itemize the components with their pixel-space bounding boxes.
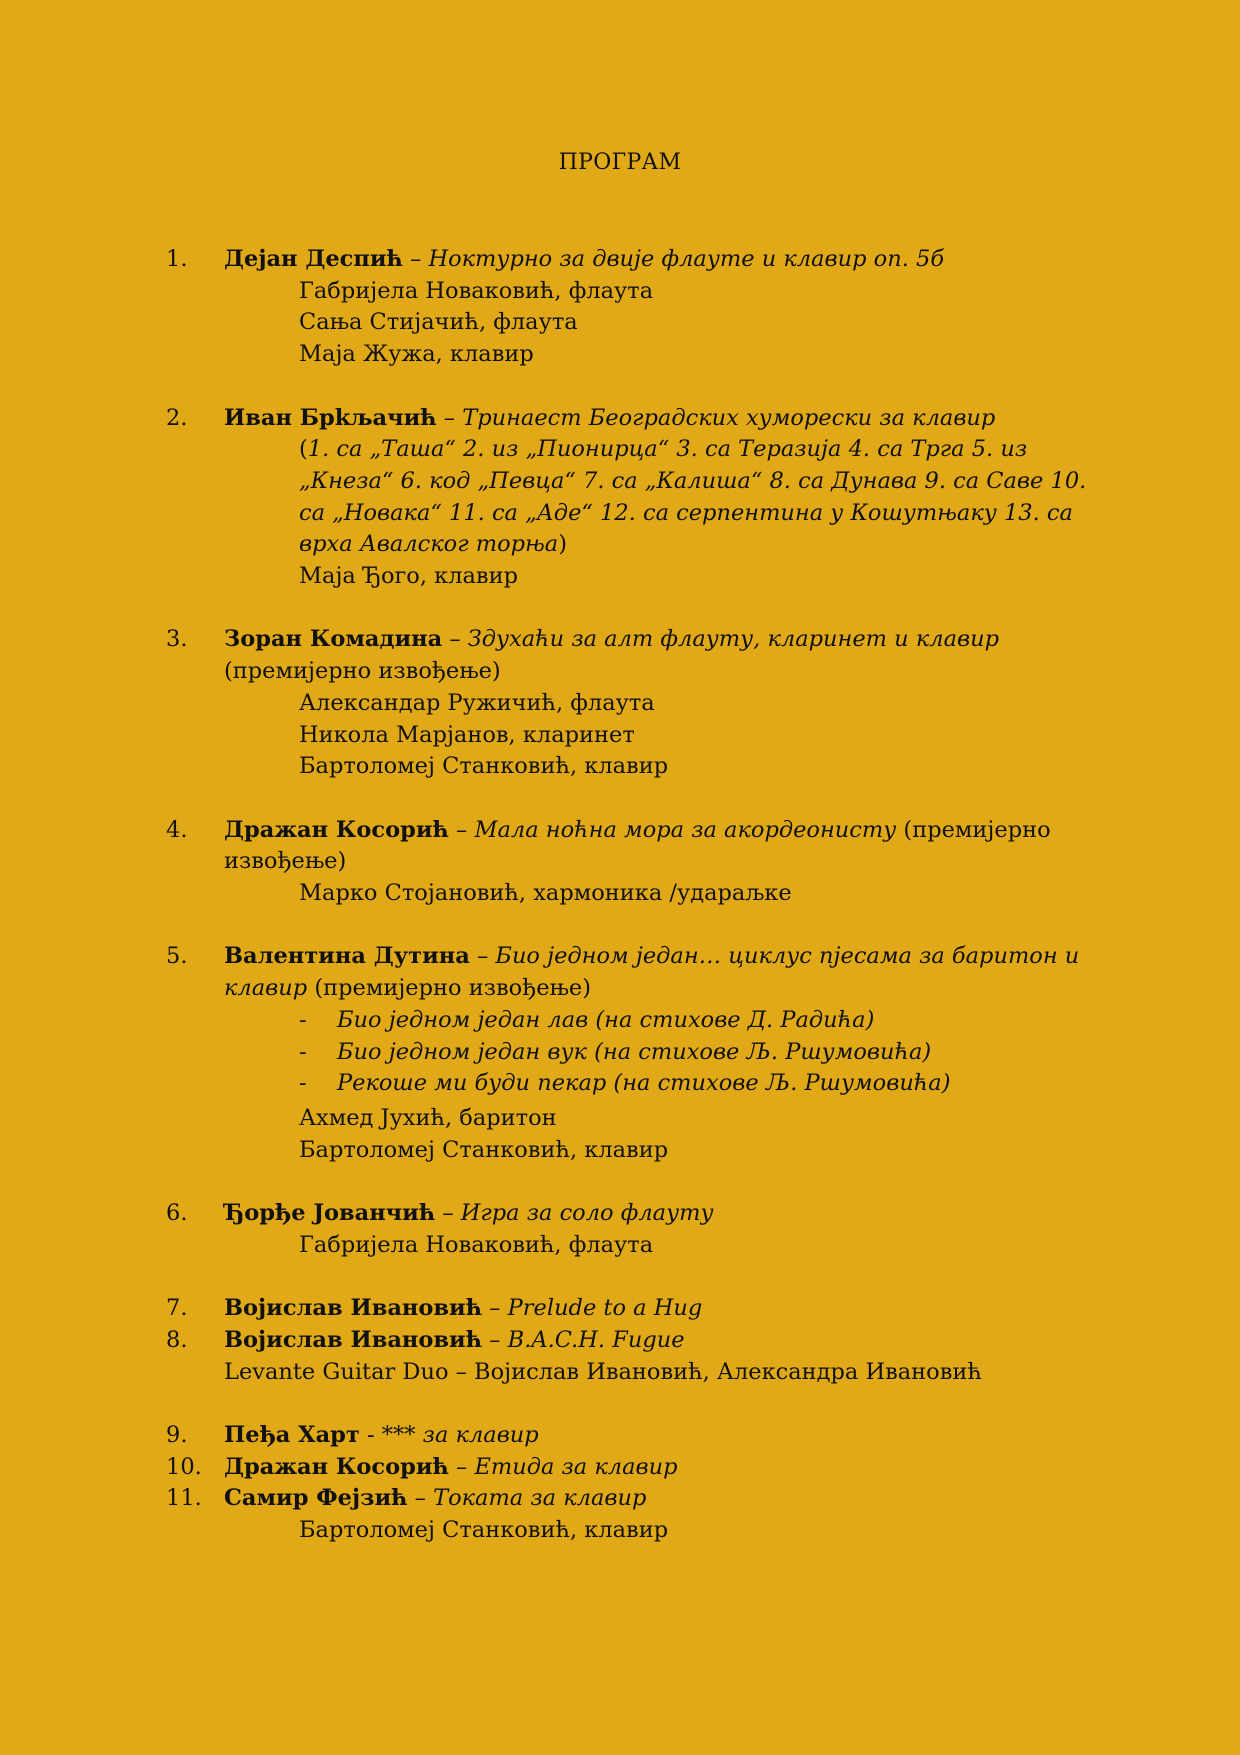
program-item (166, 815, 1106, 910)
separator: – (448, 1453, 475, 1480)
program-item (166, 1198, 1106, 1261)
item-heading (166, 1325, 1106, 1357)
separator: – (482, 1295, 508, 1322)
composer-name: Зоран Комадина (224, 626, 443, 653)
performer: Марко Стојановић, хармоника /удараљке (299, 880, 792, 907)
program-item (166, 941, 1106, 1166)
item-number: 7. (166, 1295, 188, 1322)
separator: – (435, 1200, 461, 1227)
paren-open: ( (299, 436, 308, 463)
separator: – (407, 1485, 434, 1512)
program-list (166, 244, 1106, 1578)
paren-close: ) (558, 531, 567, 558)
movement-titles: 1. са „Таша“ 2. из „Пионирца“ 3. са Теразија 4. са Трга 5. из „Кнеза“ 6. код „Певца“ 7. са „Калиша“ 8. са Дунава 9. са Саве 10. са „Новака“ 11. са „Аде“ 12. са серпентина у Кошутњаку 13. са врха Авалског торња (299, 436, 1087, 558)
item-heading (166, 1483, 1106, 1515)
item-number: 9. (166, 1421, 188, 1448)
work-title: Етида за клавир (474, 1453, 678, 1480)
separator: - (359, 1421, 382, 1448)
performer: Никола Марјанов, кларинет (299, 721, 635, 748)
song-item (166, 1068, 1106, 1100)
page-title: ПРОГРАМ (558, 150, 682, 175)
premiere-note: (премијерно извођење) (307, 975, 591, 1002)
song-title: Био једном један лав (на стихове Д. Радића) (337, 1006, 875, 1033)
item-heading (166, 815, 1106, 878)
work-title: Ноктурно за двије флауте и клавир оп. 5б (428, 246, 945, 272)
composer-name: Војислав Ивановић (224, 1295, 483, 1322)
program-item (166, 244, 1106, 371)
composer-name: Валентина Дутина (224, 943, 470, 970)
work-title: Здухаћи за алт флауту, кларинет и клавир (467, 626, 999, 653)
list-dash: - (299, 1038, 307, 1065)
performer: Александар Ружичић, флаута (299, 689, 655, 716)
song-title: Рекоше ми буди пекар (на стихове Љ. Ршумовића) (337, 1070, 951, 1097)
work-title: Био једном један… циклус пјесама за баритон и клавир (224, 943, 1080, 1002)
work-title: Мала ноћна мора за акордеонисту (474, 816, 897, 843)
program-item (166, 1420, 1106, 1452)
item-heading (166, 1293, 1106, 1325)
song-item (166, 1037, 1106, 1069)
item-number: 5. (166, 943, 188, 970)
composer-name: Дејан Деспић (224, 246, 403, 272)
performer: Маја Жужа, клавир (299, 341, 534, 368)
separator: – (448, 816, 475, 843)
performer: Маја Ђого, клавир (299, 563, 518, 590)
list-dash: - (299, 1006, 307, 1033)
performer: Бартоломеј Станковић, клавир (299, 1517, 669, 1544)
performer: Габријела Новаковић, флаута (299, 277, 654, 304)
premiere-note: (премијерно извођење) (224, 816, 1051, 875)
separator: – (402, 246, 429, 272)
work-title: Тринаест Београдских хумoрески за клавир (462, 404, 996, 431)
composer-name: Пеђа Харт (224, 1421, 360, 1448)
composer-name: Дражан Косорић (224, 816, 449, 843)
program-item (166, 1452, 1106, 1484)
program-item (166, 624, 1106, 783)
song-item (166, 1005, 1106, 1037)
composer-name: Иван Брkљачић (224, 404, 437, 431)
program-item (166, 403, 1106, 593)
composer-name: Дражан Косорић (224, 1453, 449, 1480)
separator: – (469, 943, 496, 970)
program-item (166, 1325, 1106, 1388)
work-title: Игра за соло флауту (460, 1200, 714, 1227)
separator: – (442, 626, 468, 653)
program-item (166, 1483, 1106, 1546)
separator: – (436, 404, 463, 431)
work-title: Prelude to a Hug (507, 1295, 703, 1322)
list-dash: - (299, 1070, 307, 1097)
ensemble-line: Levante Guitar Duo – Војислав Ивановић, Александра Ивановић (224, 1358, 982, 1385)
item-heading (166, 1198, 1106, 1230)
composer-name: Војислав Ивановић (224, 1326, 483, 1353)
work-title: *** за клавир (381, 1421, 539, 1448)
item-number: 8. (166, 1326, 188, 1353)
item-heading (166, 941, 1106, 1004)
item-heading (166, 403, 1106, 435)
performer: Сања Стијачић, флаута (299, 309, 578, 336)
item-number: 11. (166, 1485, 202, 1512)
movement-list (166, 434, 1106, 561)
item-heading (166, 244, 1106, 276)
performer: Ахмед Јухић, баритон (299, 1104, 557, 1131)
premiere-note: (премијерно извођење) (224, 658, 501, 685)
separator: – (482, 1326, 508, 1353)
song-title: Био једном један вук (на стихове Љ. Ршумовића) (337, 1038, 932, 1065)
performer: Бартоломеј Станковић, клавир (299, 1136, 669, 1163)
program-item (166, 1293, 1106, 1325)
item-number: 6. (166, 1200, 188, 1227)
performer: Габријела Новаковић, флаута (299, 1231, 654, 1258)
item-number: 10. (166, 1453, 202, 1480)
work-title: B.A.C.H. Fugue (507, 1326, 685, 1353)
composer-name: Ђорђе Јованчић (224, 1200, 436, 1227)
item-number: 4. (166, 816, 188, 843)
item-heading (166, 1452, 1106, 1484)
performer: Бартоломеј Станковић, клавир (299, 753, 669, 780)
item-number: 3. (166, 626, 188, 653)
composer-name: Самир Фејзић (224, 1485, 408, 1512)
work-title: Токата за клавир (433, 1485, 647, 1512)
item-heading (166, 624, 1106, 687)
item-number: 2. (166, 404, 188, 431)
item-heading (166, 1420, 1106, 1452)
item-number: 1. (166, 246, 188, 272)
